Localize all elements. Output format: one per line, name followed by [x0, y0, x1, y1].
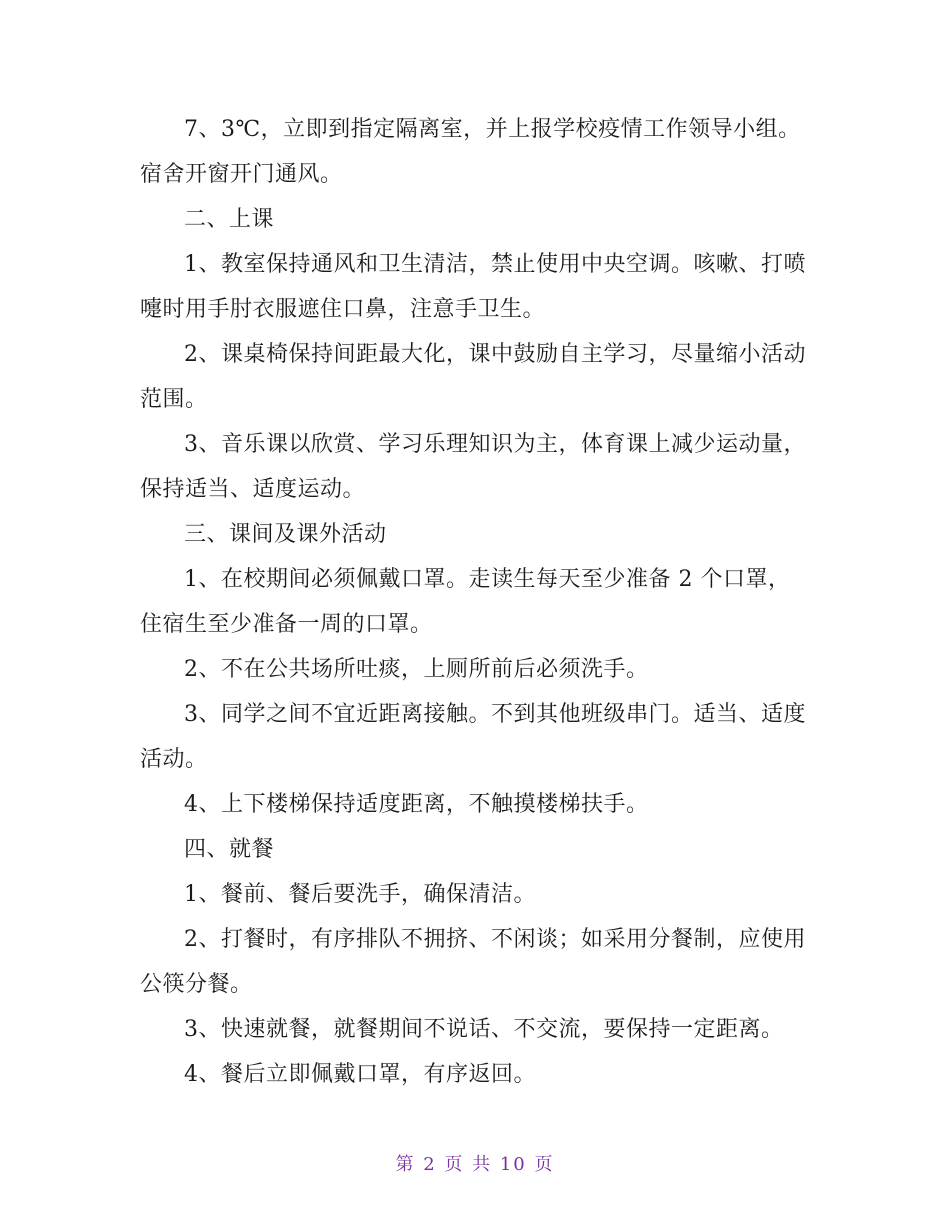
page-number-footer: 第 2 页 共 10 页: [395, 1154, 555, 1175]
paragraph-item-7: 7、3℃，立即到指定隔离室，并上报学校疫情工作领导小组。宿舍开窗开门通风。: [140, 117, 801, 187]
paragraph-activities-1: 1、在校期间必须佩戴口罩。走读生每天至少准备 2 个口罩，住宿生至少准备一周的口罩。: [140, 567, 791, 637]
paragraph-class-2: 2、课桌椅保持间距最大化，课中鼓励自主学习，尽量缩小活动范围。: [140, 342, 806, 412]
paragraph-dining-2: 2、打餐时，有序排队不拥挤、不闲谈；如采用分餐制，应使用公筷分餐。: [140, 927, 806, 997]
section-heading-dining: 四、就餐: [184, 837, 275, 862]
section-heading-activities: 三、课间及课外活动: [184, 522, 387, 547]
paragraph-class-1: 1、教室保持通风和卫生清洁，禁止使用中央空调。咳嗽、打喷嚏时用手肘衣服遮住口鼻，注意手卫生。: [140, 252, 806, 322]
paragraph-dining-3: 3、快速就餐，就餐期间不说话、不交流，要保持一定距离。: [184, 1017, 784, 1042]
paragraph-dining-1: 1、餐前、餐后要洗手，确保清洁。: [184, 882, 536, 907]
paragraph-activities-3: 3、同学之间不宜近距离接触。不到其他班级串门。适当、适度活动。: [140, 702, 806, 772]
paragraph-dining-4: 4、餐后立即佩戴口罩，有序返回。: [184, 1062, 536, 1087]
paragraph-activities-4: 4、上下楼梯保持适度距离，不触摸楼梯扶手。: [184, 792, 649, 817]
document-body: [140, 107, 810, 1097]
paragraph-activities-2: 2、不在公共场所吐痰，上厕所前后必须洗手。: [184, 657, 649, 682]
section-heading-class: 二、上课: [184, 207, 275, 232]
paragraph-class-3: 3、音乐课以欣赏、学习乐理知识为主，体育课上减少运动量，保持适当、适度运动。: [140, 432, 806, 502]
